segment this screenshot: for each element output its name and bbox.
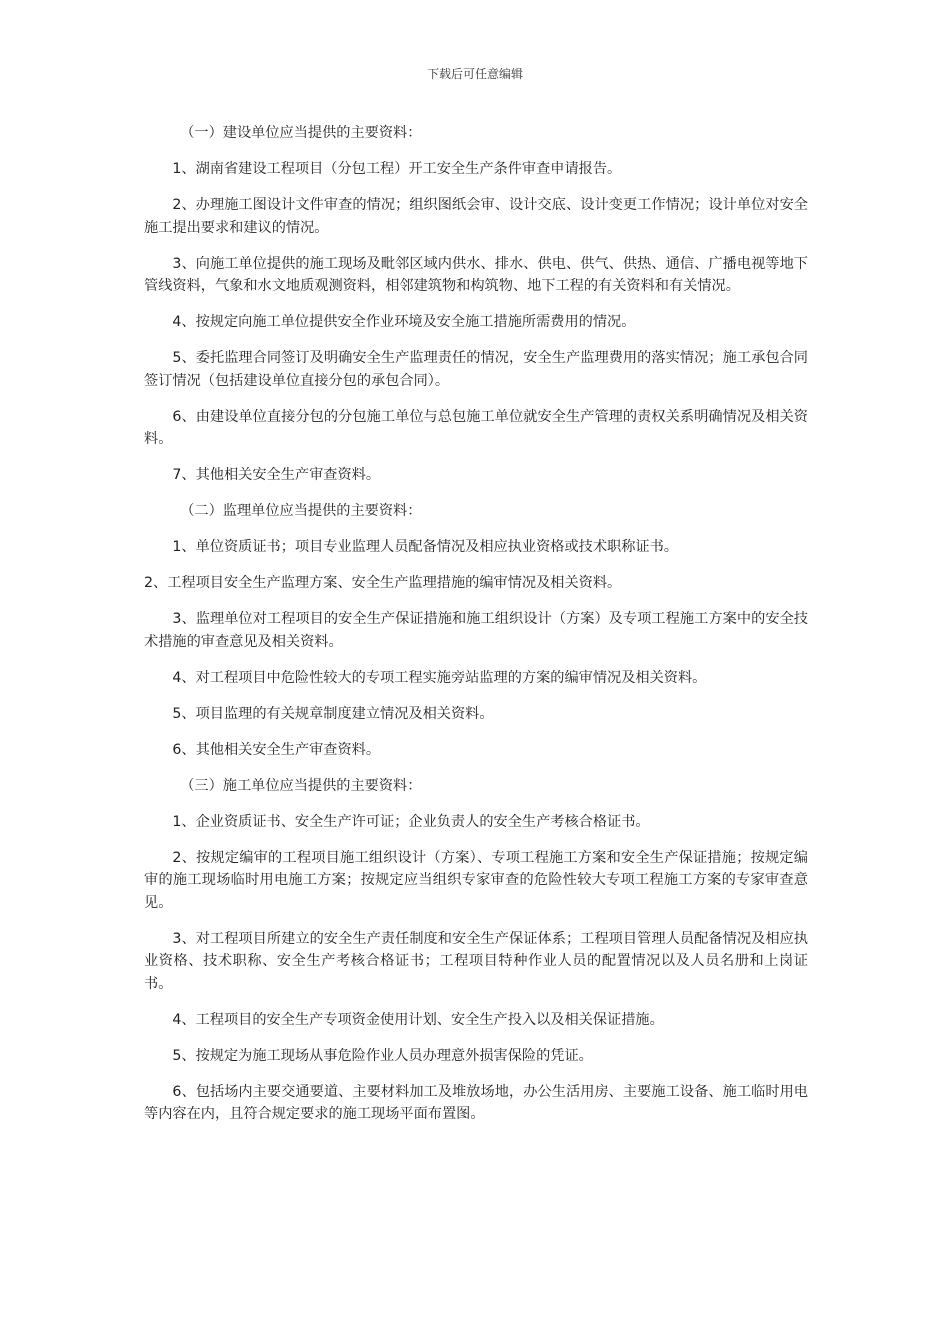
- paragraph: 3、对工程项目所建立的安全生产责任制度和安全生产保证体系；工程项目管理人员配备情况及相应执业资格、技术职称、安全生产考核合格证书；工程项目特种作业人员的配置情况以及人员名册和上岗证书。: [144, 930, 808, 992]
- paragraph: 1、单位资质证书；项目专业监理人员配备情况及相应执业资格或技术职称证书。: [172, 539, 678, 555]
- paragraph: 2、办理施工图设计文件审查的情况；组织图纸会审、设计交底、设计变更工作情况；设计单位对安全施工提出要求和建议的情况。: [144, 197, 808, 236]
- paragraph: 5、委托监理合同签订及明确安全生产监理责任的情况，安全生产监理费用的落实情况；施工承包合同签订情况（包括建设单位直接分包的承包合同）。: [144, 350, 808, 389]
- section-heading-3: （三）施工单位应当提供的主要资料：: [180, 777, 422, 794]
- paragraph: 4、工程项目的安全生产专项资金使用计划、安全生产投入以及相关保证措施。: [172, 1011, 664, 1028]
- paragraph: 3、向施工单位提供的施工现场及毗邻区域内供水、排水、供电、供气、供热、通信、广播电视等地下管线资料，气象和水文地质观测资料，相邻建筑物和构筑物、地下工程的有关资料和有关情况。: [144, 255, 808, 294]
- section-heading-1: （一）建设单位应当提供的主要资料：: [180, 125, 422, 141]
- paragraph: 2、工程项目安全生产监理方案、安全生产监理措施的编审情况及相关资料。: [144, 575, 622, 591]
- section-heading-2: （二）监理单位应当提供的主要资料：: [180, 503, 422, 519]
- paragraph: 1、湖南省建设工程项目（分包工程）开工安全生产条件审查申请报告。: [172, 161, 622, 177]
- paragraph: 1、企业资质证书、安全生产许可证；企业负责人的安全生产考核合格证书。: [172, 813, 650, 830]
- page-header: 下载后可任意编辑: [426, 67, 523, 81]
- paragraph: 6、包括场内主要交通要道、主要材料加工及堆放场地，办公生活用房、主要施工设备、施工临时用电等内容在内，且符合规定要求的施工现场平面布置图。: [144, 1083, 808, 1122]
- paragraph: 5、项目监理的有关规章制度建立情况及相关资料。: [172, 705, 494, 722]
- document-body: [144, 122, 808, 1139]
- paragraph: 6、其他相关安全生产审查资料。: [172, 741, 381, 758]
- paragraph: 5、按规定为施工现场从事危险作业人员办理意外损害保险的凭证。: [172, 1047, 593, 1064]
- paragraph: 7、其他相关安全生产审查资料。: [172, 467, 381, 483]
- paragraph: 3、监理单位对工程项目的安全生产保证措施和施工组织设计（方案）及专项工程施工方案中的安全技术措施的审查意见及相关资料。: [144, 611, 808, 650]
- paragraph: 4、按规定向施工单位提供安全作业环境及安全施工措施所需费用的情况。: [172, 314, 636, 330]
- paragraph: 6、由建设单位直接分包的分包施工单位与总包施工单位就安全生产管理的责权关系明确情况及相关资料。: [144, 408, 808, 447]
- paragraph: 4、对工程项目中危险性较大的专项工程实施旁站监理的方案的编审情况及相关资料。: [172, 669, 707, 686]
- paragraph: 2、按规定编审的工程项目施工组织设计（方案）、专项工程施工方案和安全生产保证措施；按规定编审的施工现场临时用电施工方案；按规定应当组织专家审查的危险性较大专项工程施工方案的专家审查意见。: [144, 849, 808, 911]
